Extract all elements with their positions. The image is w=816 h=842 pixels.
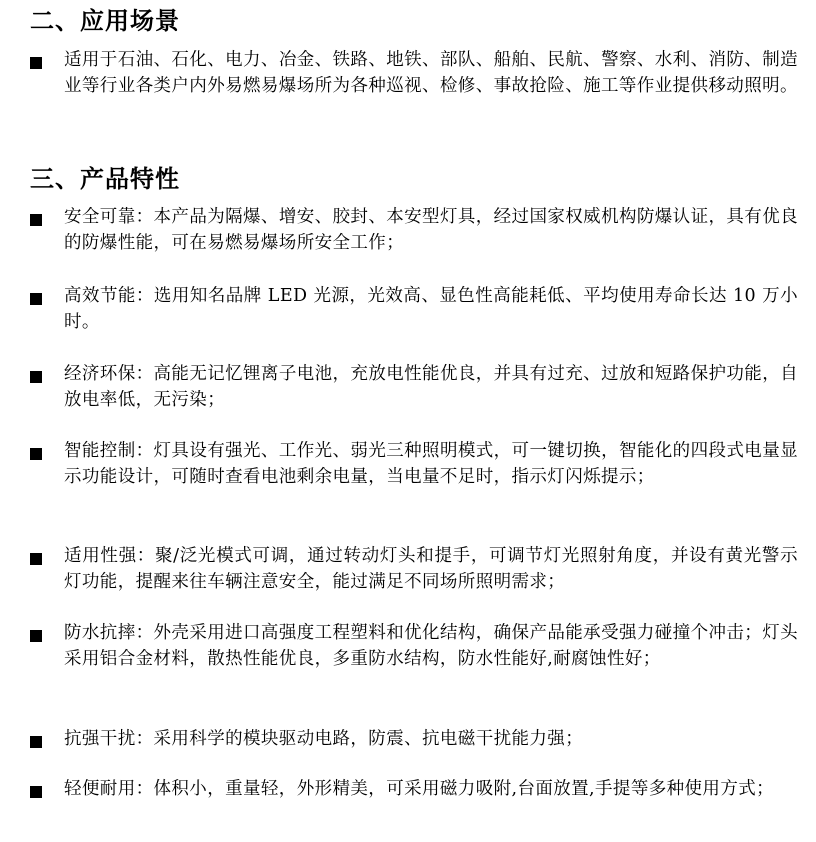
list-item-application-scenarios	[28, 47, 798, 99]
section-title-features: 三、产品特性	[30, 165, 180, 193]
list-item-efficiency	[28, 283, 798, 335]
list-item-text: 安全可靠：本产品为隔爆、增安、胶封、本安型灯具，经过国家权威机构防爆认证，具有优良的防爆性能，可在易燃易爆场所安全工作；	[64, 207, 798, 253]
square-bullet-icon	[30, 57, 42, 69]
list-item-anti-interference	[28, 726, 798, 752]
square-bullet-icon	[30, 371, 42, 383]
list-item-safety	[28, 204, 798, 256]
list-item-adaptability	[28, 543, 798, 595]
list-item-portable	[28, 776, 798, 802]
list-item-text: 经济环保：高能无记忆锂离子电池，充放电性能优良，并具有过充、过放和短路保护功能，自放电率低，无污染；	[64, 364, 798, 410]
list-item-waterproof	[28, 620, 798, 672]
list-item-smart-control	[28, 438, 798, 490]
list-item-text: 智能控制：灯具设有强光、工作光、弱光三种照明模式，可一键切换，智能化的四段式电量显示功能设计，可随时查看电池剩余电量，当电量不足时，指示灯闪烁提示；	[64, 441, 798, 487]
square-bullet-icon	[30, 736, 42, 748]
square-bullet-icon	[30, 553, 42, 565]
list-item-text: 防水抗摔：外壳采用进口高强度工程塑料和优化结构，确保产品能承受强力碰撞个冲击；灯头采用铝合金材料，散热性能优良，多重防水结构，防水性能好,耐腐蚀性好；	[64, 623, 798, 669]
square-bullet-icon	[30, 630, 42, 642]
square-bullet-icon	[30, 214, 42, 226]
square-bullet-icon	[30, 448, 42, 460]
list-item-eco	[28, 361, 798, 413]
list-item-text: 轻便耐用：体积小，重量轻，外形精美，可采用磁力吸附,台面放置,手提等多种使用方式；	[64, 779, 775, 799]
list-item-text: 高效节能：选用知名品牌 LED 光源，光效高、显色性高能耗低、平均使用寿命长达 10 万小时。	[64, 286, 798, 332]
list-item-text: 适用于石油、石化、电力、冶金、铁路、地铁、部队、船舶、民航、警察、水利、消防、制造业等行业各类户内外易燃易爆场所为各种巡视、检修、事故抢险、施工等作业提供移动照明。	[64, 50, 798, 96]
square-bullet-icon	[30, 786, 42, 798]
list-item-text: 抗强干扰：采用科学的模块驱动电路，防震、抗电磁干扰能力强；	[64, 729, 584, 749]
section-title-application: 二、应用场景	[30, 7, 180, 35]
square-bullet-icon	[30, 293, 42, 305]
list-item-text: 适用性强：聚/泛光模式可调，通过转动灯头和提手，可调节灯光照射角度，并设有黄光警示灯功能，提醒来往车辆注意安全，能过满足不同场所照明需求；	[64, 546, 798, 592]
